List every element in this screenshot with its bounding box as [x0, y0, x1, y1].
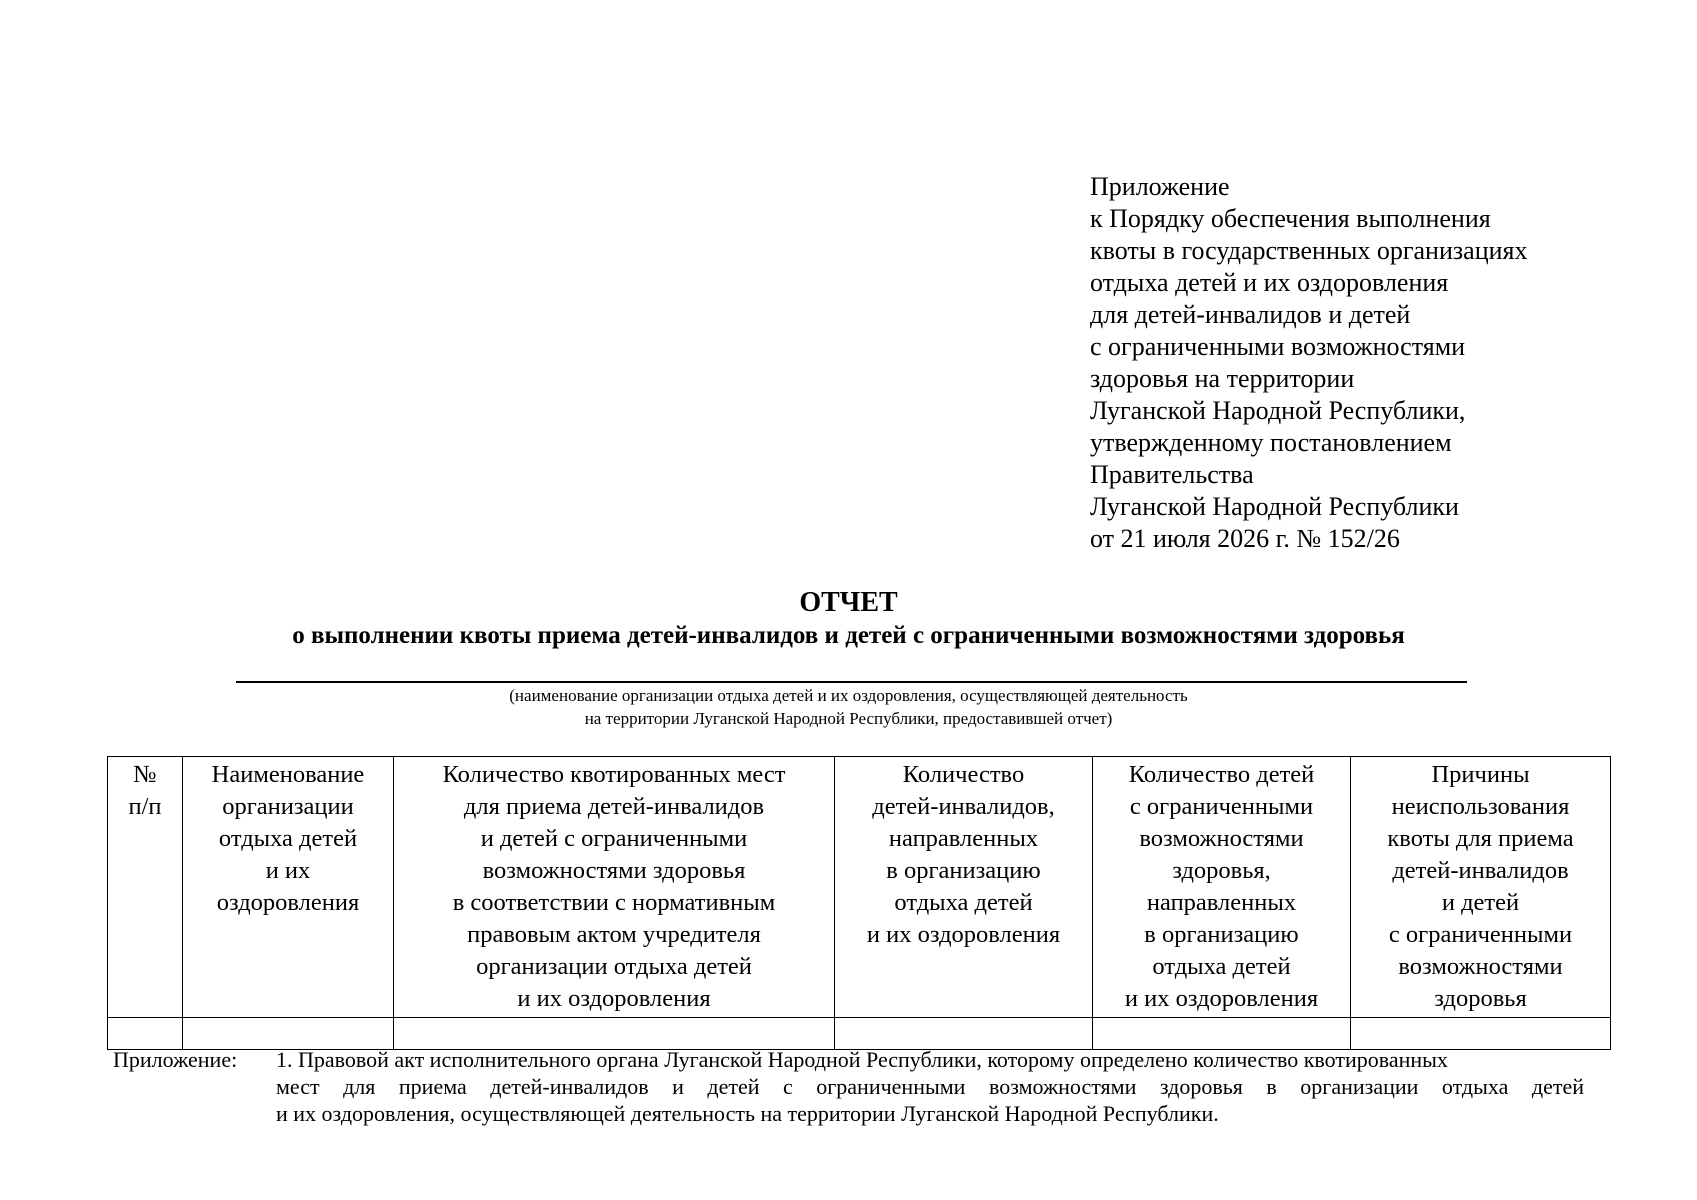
report-title: ОТЧЕТ — [799, 587, 898, 618]
organization-name-line — [236, 681, 1467, 683]
appendix-line: с ограниченными возможностями — [1090, 332, 1466, 361]
table-header-row — [108, 757, 1611, 1018]
table-cell[interactable] — [394, 1018, 835, 1050]
header-disabled-children-count: Количество детей-инвалидов, направленных в организацию отдыха детей и их оздоровления — [835, 757, 1093, 1018]
table-cell[interactable] — [108, 1018, 183, 1050]
appendix-block — [1090, 171, 1527, 555]
appendix-line: от 21 июля 2026 г. № 152/26 — [1090, 524, 1400, 553]
appendix-line: для детей-инвалидов и детей — [1090, 300, 1411, 329]
report-table — [107, 756, 1611, 1050]
header-organization-name: Наименование организации отдыха детей и их оздоровления — [183, 757, 394, 1018]
appendix-line: Луганской Народной Республики, — [1090, 396, 1466, 425]
appendix-line: Правительства — [1090, 460, 1254, 489]
table-cell[interactable] — [835, 1018, 1093, 1050]
appendix-line: здоровья на территории — [1090, 364, 1355, 393]
organization-name-caption — [0, 684, 1697, 730]
table-cell[interactable] — [1351, 1018, 1611, 1050]
note-line: мест для приема детей-инвалидов и детей с ограниченными возможностями здоровья в организации отдыха детей — [276, 1074, 1584, 1099]
appendix-line: квоты в государственных организациях — [1090, 236, 1528, 265]
header-number: № п/п — [108, 757, 183, 1018]
caption-line: (наименование организации отдыха детей и их оздоровления, осуществляющей деятельность — [509, 686, 1188, 705]
appendix-line: отдыха детей и их оздоровления — [1090, 268, 1449, 297]
header-reasons: Причины неиспользования квоты для приема детей-инвалидов и детей с ограниченными возможностями здоровья — [1351, 757, 1611, 1018]
appendix-line: Луганской Народной Республики — [1090, 492, 1459, 521]
header-limited-health-children-count: Количество детей с ограниченными возможностями здоровья, направленных в организацию отдыха детей и их оздоровления — [1093, 757, 1351, 1018]
appendix-line: утвержденному постановлением — [1090, 428, 1452, 457]
appendix-line: к Порядку обеспечения выполнения — [1090, 204, 1491, 233]
note-text — [276, 1046, 1584, 1127]
table-cell[interactable] — [183, 1018, 394, 1050]
header-quota-places: Количество квотированных мест для приема детей-инвалидов и детей с ограниченными возможностями здоровья в соответствии с нормативным правовым актом учредителя организации отдыха детей и их оздоровления — [394, 757, 835, 1018]
caption-line: на территории Луганской Народной Республики, предоставившей отчет) — [584, 709, 1113, 728]
note-line: 1. Правовой акт исполнительного органа Луганской Народной Республики, которому определено количество квотированных — [276, 1047, 1448, 1072]
note-label: Приложение: — [113, 1047, 238, 1072]
note-line: и их оздоровления, осуществляющей деятельность на территории Луганской Народной Республики. — [276, 1101, 1219, 1126]
table-cell[interactable] — [1093, 1018, 1351, 1050]
report-subtitle: о выполнении квоты приема детей-инвалидов и детей с ограниченными возможностями здоровья — [292, 622, 1405, 649]
table-row — [108, 1018, 1611, 1050]
appendix-line: Приложение — [1090, 172, 1230, 201]
